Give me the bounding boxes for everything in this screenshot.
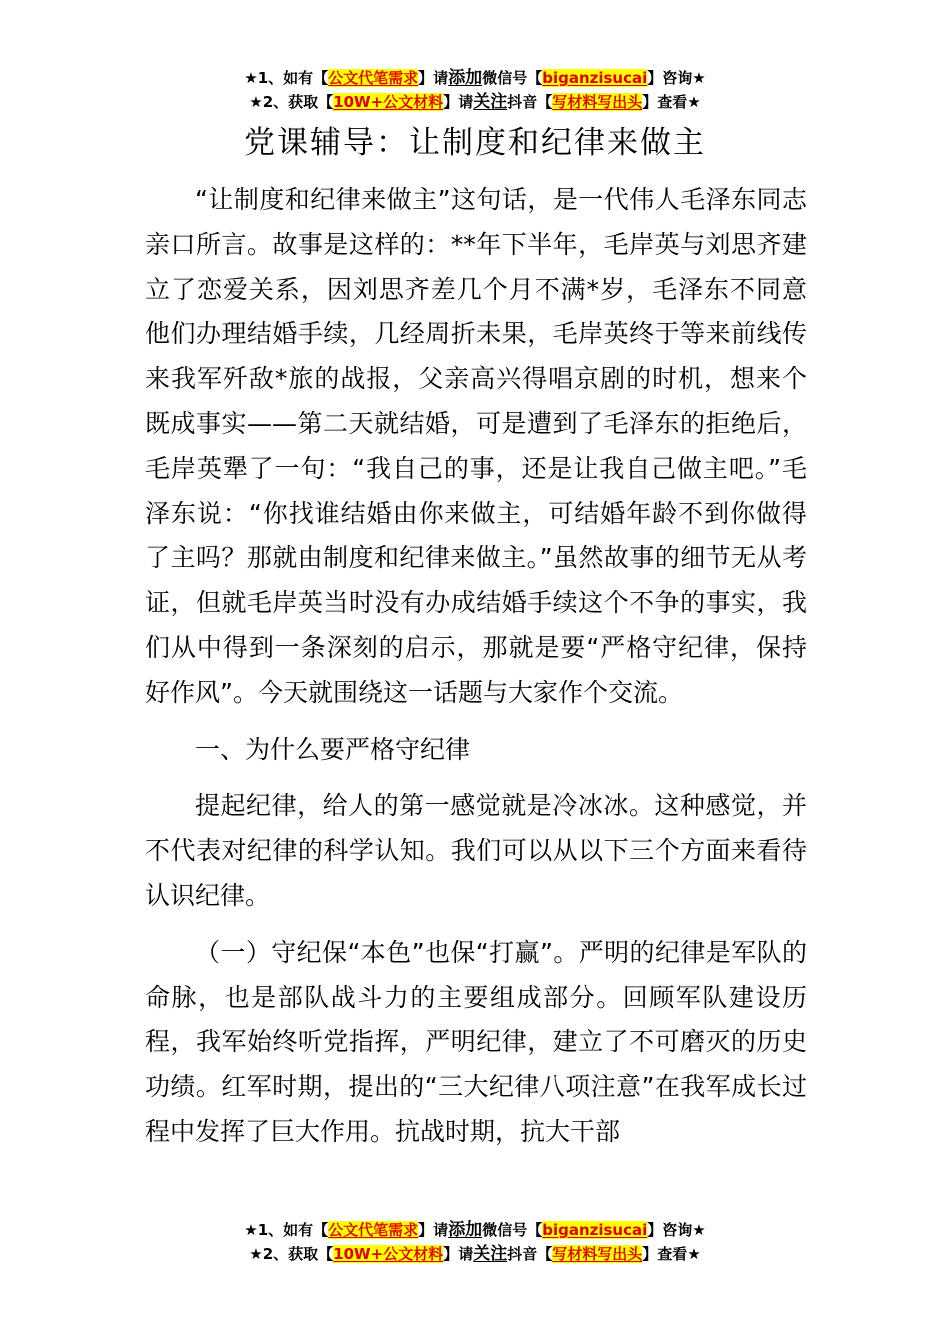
promo-text: 抖音【: [507, 1245, 553, 1263]
promo-text: 】咨询★: [647, 69, 706, 87]
promo-line-2: [0, 90, 950, 114]
promo-text: 微信号【: [482, 1221, 543, 1239]
promo-text: 】请: [418, 69, 449, 87]
promo-text: 】咨询★: [647, 1221, 706, 1239]
promo-banner-bottom: [0, 1218, 950, 1266]
promo-highlight: 公文代笔需求: [328, 1221, 419, 1239]
promo-text: ★1、如有【: [244, 1221, 329, 1239]
promo-emphasis: 关注: [473, 1244, 508, 1264]
promo-emphasis: 添加: [448, 68, 483, 88]
promo-line-1: [0, 1218, 950, 1242]
promo-line-1: [0, 66, 950, 90]
paragraph-discipline-intro: 提起纪律，给人的第一感觉就是冷冰冰。这种感觉，并不代表对纪律的科学认知。我们可以从以下三个方面来看待认识纪律。: [145, 791, 807, 910]
promo-highlight: 10W+公文材料: [333, 1245, 444, 1263]
promo-text: 】查看★: [642, 93, 701, 111]
document-body: [145, 178, 807, 1155]
promo-text: 】查看★: [642, 1245, 701, 1263]
promo-douyin-account: 写材料写出头: [552, 1245, 643, 1263]
paragraph-intro: “让制度和纪律来做主”这句话，是一代伟人毛泽东同志亲口所言。故事是这样的：**年下半年，毛岸英与刘思齐建立了恋爱关系，因刘思齐差几个月不满*岁，毛泽东不同意他们办理结婚手续，几经周折未果，毛岸英终于等来前线传来我军歼敌*旅的战报，父亲高兴得唱京剧的时机，想来个既成事实——第二天就结婚，可是遭到了毛泽东的拒绝后，毛岸英犟了一句：“我自己的事，还是让我自己做主吧。”毛泽东说：“你找谁结婚由你来做主，可结婚年龄不到你做得了主吗？那就由制度和纪律来做主。”虽然故事的细节无从考证，但就毛岸英当时没有办成结婚手续这个不争的事实，我们从中得到一条深刻的启示，那就是要“严格守纪律，保持好作风”。今天就围绕这一话题与大家作个交流。: [145, 185, 807, 707]
promo-emphasis: 关注: [473, 92, 508, 112]
paragraph-subsection-1: （一）守纪保“本色”也保“打赢”。严明的纪律是军队的命脉，也是部队战斗力的主要组成部分。回顾军队建设历程，我军始终听党指挥，严明纪律，建立了不可磨灭的历史功绩。红军时期，提出的“三大纪律八项注意”在我军成长过程中发挥了巨大作用。抗战时期，抗大干部: [145, 937, 807, 1146]
promo-line-2: [0, 1242, 950, 1266]
section-heading: 一、为什么要严格守纪律: [195, 734, 471, 764]
promo-text: 】请: [443, 1245, 474, 1263]
promo-text: ★2、获取【: [249, 93, 334, 111]
promo-text: 】请: [418, 1221, 449, 1239]
promo-wechat-id: biganzisucai: [542, 1221, 648, 1239]
promo-douyin-account: 写材料写出头: [552, 93, 643, 111]
promo-highlight: 公文代笔需求: [328, 69, 419, 87]
document-title: 党课辅导：让制度和纪律来做主: [244, 125, 706, 161]
promo-text: ★1、如有【: [244, 69, 329, 87]
promo-wechat-id: biganzisucai: [542, 69, 648, 87]
promo-text: 微信号【: [482, 69, 543, 87]
promo-text: 抖音【: [507, 93, 553, 111]
promo-banner-top: [0, 66, 950, 114]
promo-highlight: 10W+公文材料: [333, 93, 444, 111]
promo-emphasis: 添加: [448, 1220, 483, 1240]
promo-text: ★2、获取【: [249, 1245, 334, 1263]
promo-text: 】请: [443, 93, 474, 111]
